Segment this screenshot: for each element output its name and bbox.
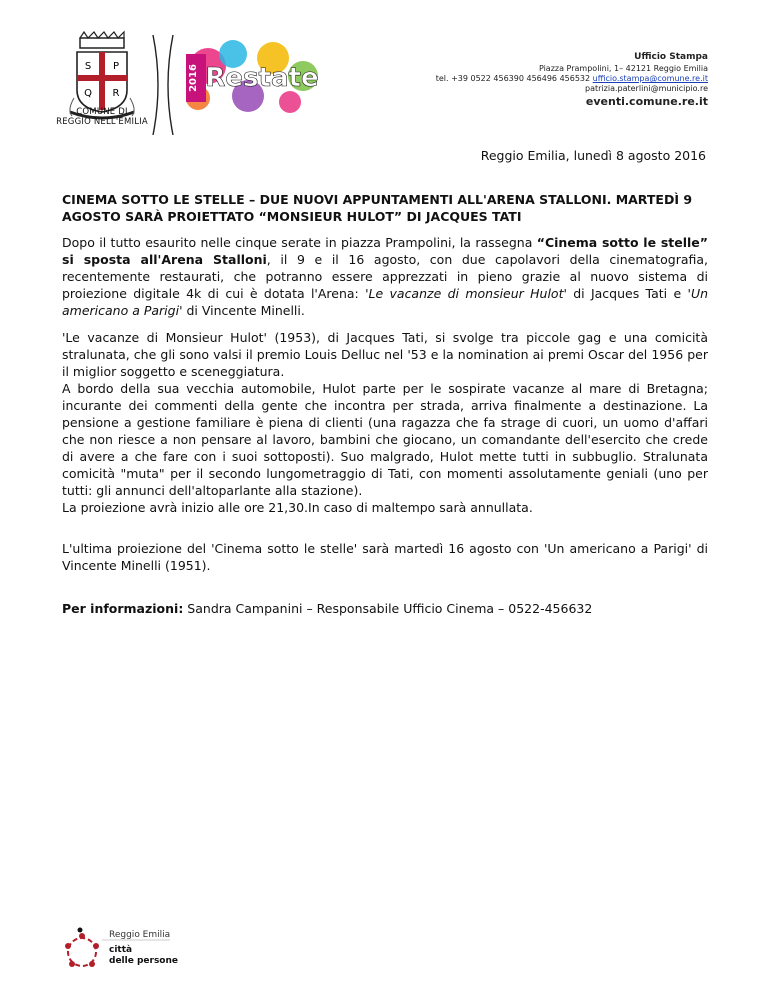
crest-letter-s: S: [84, 61, 92, 72]
restate-year: 2016: [188, 64, 199, 92]
crest-letter-r: R: [112, 88, 120, 99]
office-website: eventi.comune.re.it: [585, 95, 708, 108]
footer-logo-line3: delle persone: [109, 956, 178, 966]
date-line: Reggio Emilia, lunedì 8 agosto 2016: [480, 148, 706, 163]
p1-bold-event: “Cinema sotto le stelle” si sposta all'Arena Stalloni: [62, 235, 708, 267]
p1-film-hulot: Le vacanze di monsieur Hulot: [368, 286, 564, 301]
p1-text-e: ' di Jacques Tati e ': [563, 286, 691, 301]
p1-text-g: ' di Vincente Minelli.: [179, 303, 305, 318]
office-email2: patrizia.paterlini@municipio.re: [585, 84, 708, 93]
p3-text: L'ultima proiezione del 'Cinema sotto le stelle' sarà martedì 16 agosto con 'Un americano a Parigi' di Vincente Minelli (1951).: [62, 541, 708, 573]
comune-name-line2: REGGIO NELL'EMILIA: [56, 117, 148, 127]
comune-name-line1: COMUNE DI: [76, 107, 128, 117]
office-email-link[interactable]: ufficio.stampa@comune.re.it: [592, 74, 708, 83]
paragraph-intro: [62, 234, 708, 319]
restate-2016-logo: [178, 36, 328, 116]
crest-letter-p: P: [112, 61, 120, 72]
footer-logo-line1: Reggio Emilia: [109, 930, 171, 940]
footer-logo-line2: città: [109, 945, 133, 955]
crest-letter-q: Q: [84, 88, 92, 99]
office-phones: [436, 74, 708, 83]
info-text: Sandra Campanini – Responsabile Ufficio Cinema – 0522-456632: [183, 601, 593, 616]
p1-text-a: Dopo il tutto esaurito nelle cinque serate in piazza Prampolini, la rassegna: [62, 235, 537, 250]
paragraph-hulot: [62, 329, 708, 516]
office-address: Piazza Prampolini, 1– 42121 Reggio Emilia: [538, 64, 708, 73]
p2-line-3: La proiezione avrà inizio alle ore 21,30.In caso di maltempo sarà annullata.: [62, 500, 533, 515]
paragraph-last-screening: [62, 540, 708, 574]
office-phones-text: tel. +39 0522 456390 456496 456532: [435, 74, 591, 83]
office-title: Ufficio Stampa: [634, 52, 708, 62]
headline: CINEMA SOTTO LE STELLE – DUE NUOVI APPUNTAMENTI ALL'ARENA STALLONI. MARTEDÌ 9 AGOSTO SARÀ PROIETTATO “MONSIEUR HULOT” DI JACQUES TATI: [62, 192, 693, 224]
p1-film-americano: Un americano a Parigi: [62, 286, 709, 318]
p1-text-c: , il 9 e il 16 agosto, con due capolavori della cinematografia, recentemente restaurati, che potranno essere apprezzati in pieno grazie al nuovo sistema di proiezione digitale 4k di cui è dotata l'Arena: ': [62, 252, 708, 301]
p2-line-2: A bordo della sua vecchia automobile, Hulot parte per le sospirate vacanze al mare di Bretagna; incurante dei commenti della gente che incontra per strada, arriva finalmente a destinazione. La pensione a gestione familiare è piena di clienti (una ragazza che fa strage di cuori, un uomo d'affari che non riesce a non pensare al lavoro, bambini che giocano, un comandante dell'esercito che crede di avere a che fare con i suoi sottoposti). Suo malgrado, Hulot mette tutti in subbuglio. Stralunata comicità "muta" per il secondo lungometraggio di Tati, con momenti assolutamente geniali (uno per tutti: gli annunci dell'altoparlante alla stazione).: [62, 381, 708, 498]
p2-line-1: 'Le vacanze di Monsieur Hulot' (1953), di Jacques Tati, si svolge tra piccole gag e una comicità stralunata, che gli sono valsi il premio Louis Delluc nel '53 e la nomination ai premi Oscar del 1956 per il miglior soggetto e sceneggiatura.: [62, 330, 708, 379]
paragraph-info: [62, 600, 708, 617]
info-label: Per informazioni:: [62, 601, 184, 616]
restate-wordmark: Restate: [205, 63, 319, 93]
